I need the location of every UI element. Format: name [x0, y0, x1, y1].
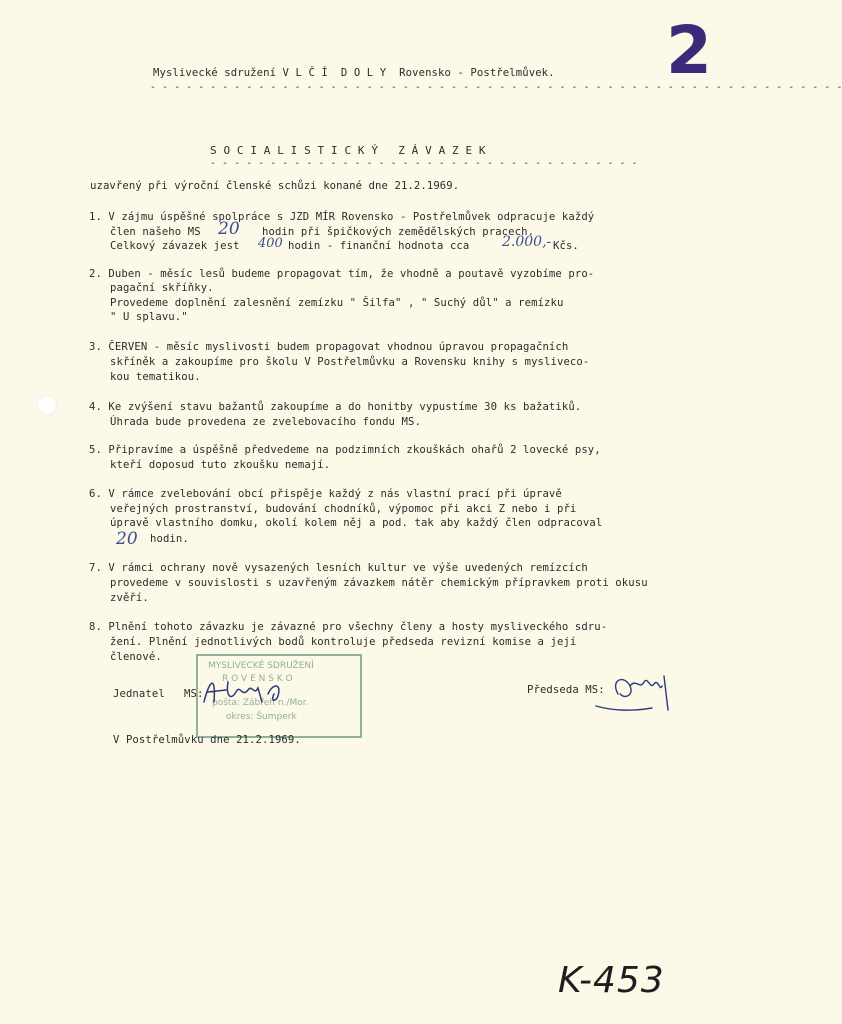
item-7-line-3: zvěří. [110, 592, 149, 604]
handwritten-hours-1: 20 [218, 219, 240, 239]
jednatel-ms-label: MS: [184, 688, 204, 700]
predseda-label: Předseda MS: [527, 684, 605, 696]
jednatel-signature [196, 672, 296, 712]
item-7-line-1: 7. V rámci ochrany nově vysazených lesních kultur ve výše uvedených remízcích [89, 562, 588, 574]
item-5-line-1: 5. Připravíme a úspěšně předvedeme na podzimních zkouškách ohařů 2 lovecké psy, [89, 444, 601, 456]
item-8-line-2: žení. Plnění jednotlivých bodů kontroluje předseda revizní komise a její [110, 636, 577, 648]
item-7-line-2: provedeme v souvislosti s uzavřeným závazkem nátěr chemickým přípravkem proti okusu [110, 577, 648, 589]
item-6-line-1: 6. V rámce zvelebování obcí přispěje každý z nás vlastní prací při úpravě [89, 488, 562, 500]
handwritten-value: 2.000,- [502, 234, 552, 250]
document-title: S O C I A L I S T I C K Ý Z Á V A Z E K [210, 144, 486, 157]
handwritten-total-hours: 400 [258, 236, 283, 251]
stamp-line-1: MYSLIVECKÉ SDRUŽENÍ [208, 661, 314, 671]
jednatel-label: Jednatel [113, 688, 165, 700]
item-6-line-3: úpravě vlastního domku, okolí kolem něj a pod. tak aby každý člen odpracoval [110, 517, 603, 529]
item-2-line-2: pagační skříňky. [110, 282, 214, 294]
stamp-line-3: pošta: Zábřeh n./Mor. [212, 698, 309, 708]
item-1-line-2b: hodin při špičkových zemědělských pracech. [262, 226, 535, 238]
header-underline: - - - - - - - - - - - - - - - - - - - - - - - - - - - - - - - - - - - - - - - - - - - - - - - - - - - - - - - - - - [150, 82, 842, 93]
handwritten-hours-6: 20 [116, 529, 138, 549]
item-1-line-1: 1. V zájmu úspěšné spolpráce s JZD MÍR Rovensko - Postřelmůvek odpracuje každý [89, 211, 595, 223]
item-4-line-1: 4. Ke zvýšení stavu bažantů zakoupíme a do honitby vypustíme 30 ks bažatiků. [89, 401, 582, 413]
item-4-line-2: Úhrada bude provedena ze zvelebovacího fondu MS. [110, 416, 421, 428]
punch-hole [37, 395, 57, 415]
item-6-line-2: veřejných prostranství, budování chodníků, výpomoc při akci Z nebo i při [110, 503, 577, 515]
predseda-signature [590, 666, 680, 726]
item-6-line-4: hodin. [150, 533, 189, 545]
item-3-line-2: skříněk a zakoupíme pro školu V Postřelmůvku a Rovensku knihy s mysliveco- [110, 356, 590, 368]
item-8-line-1: 8. Plnění tohoto závazku je závazné pro všechny členy a hosty mysliveckého sdru- [89, 621, 608, 633]
title-underline: - - - - - - - - - - - - - - - - - - - - - - - - - - - - - - - - - - - - [210, 158, 638, 169]
header-line: Myslivecké sdružení V L Č Í D O L Y Rovensko - Postřelmůvek. [153, 67, 555, 79]
item-1-line-3a: Celkový závazek jest [110, 240, 240, 252]
archive-mark: K-453 [558, 960, 665, 1001]
item-8-line-3: členové. [110, 651, 162, 663]
stamp-line-4: okres: Šumperk [226, 712, 297, 722]
item-2-line-4: " U splavu." [110, 311, 188, 323]
place-date-line: V Postřelmůvku dne 21.2.1969. [113, 734, 301, 746]
item-2-line-1: 2. Duben - měsíc lesů budeme propagovat tím, že vhodně a poutavě vyzobíme pro- [89, 268, 595, 280]
item-5-line-2: kteří doposud tuto zkoušku nemají. [110, 459, 331, 471]
item-1-line-3b: hodin - finanční hodnota cca [288, 240, 470, 252]
item-3-line-3: kou tematikou. [110, 371, 201, 383]
page-number: 2 [666, 12, 712, 89]
stamp-line-2: R O V E N S K O [222, 674, 293, 684]
item-1-line-3c: Kčs. [553, 240, 579, 252]
intro-line: uzavřený při výroční členské schůzi konané dne 21.2.1969. [90, 180, 460, 192]
item-3-line-1: 3. ČERVEN - měsíc myslivosti budem propagovat vhodnou úpravou propagačních [89, 341, 569, 353]
item-2-line-3: Provedeme doplnění zalesnění zemízku " Šilfa" , " Suchý důl" a remízku [110, 297, 564, 309]
item-1-line-2a: člen našeho MS [110, 226, 201, 238]
